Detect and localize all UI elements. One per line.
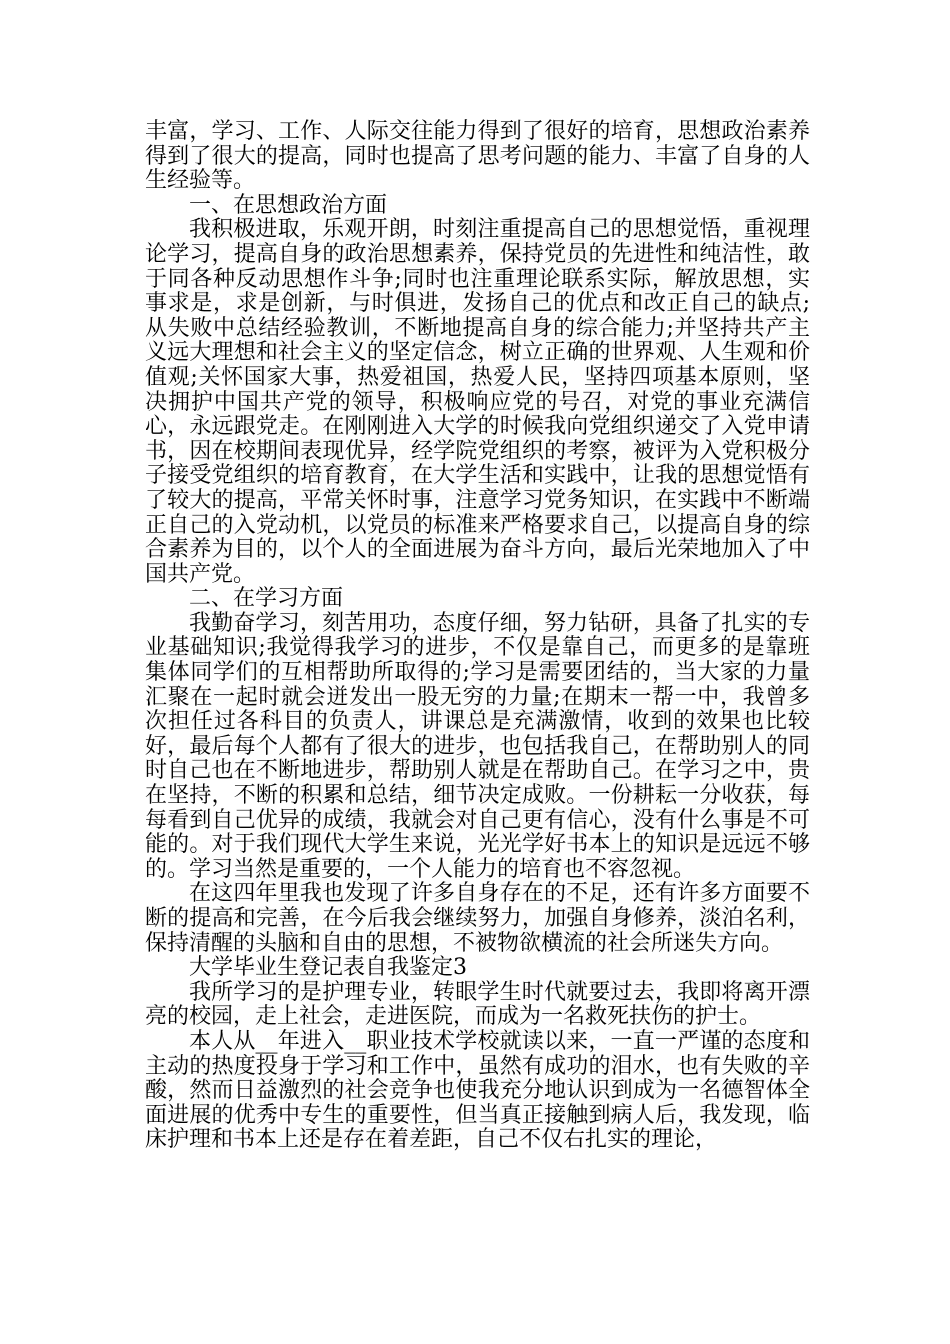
heading-political-thought: 一、在思想政治方面 [189,192,388,218]
heading-study: 二、在学习方面 [189,586,344,612]
paragraph-shortcomings: 在这四年里我也发现了许多自身存在的不足，还有许多方面要不断的提高和完善，在今后我会继续努力，加强自身修养，淡泊名利，保持清醒的头脑和自由的思想，不被物欲横流的社会所迷失方向。 [145,881,810,956]
paragraph-political-thought: 我积极进取，乐观开朗，时刻注重提高自己的思想觉悟，重视理论学习，提高自身的政治思想素养，保持党员的先进性和纯洁性，敢于同各种反动思想作斗争;同时也注重理论联系实际，解放思想，实事求是，求是创新，与时俱进，发扬自己的优点和改正自己的缺点;从失败中总结经验教训，不断地提高自身的综合能力;并坚持共产主义远大理想和社会主义的坚定信念，树立正确的世界观、人生观和价值观;关怀国家大事，热爱祖国，热爱人民，坚持四项基本原则，坚决拥护中国共产党的领导，积极响应党的号召，对党的事业充满信心，永远跟党走。在刚刚进入大学的时候我向党组织递交了入党申请书，因在校期间表现优异，经学院党组织的考察，被评为入党积极分子接受党组织的培育教育，在大学生活和实践中，让我的思想觉悟有了较大的提高，平常关怀时事，注意学习党务知识，在实践中不断端正自己的入党动机，以党员的标准来严格要求自己，以提高自身的综合素养为目的，以个人的全面进展为奋斗方向，最后光荣地加入了中国共产党。 [145,217,810,587]
paragraph-nursing-major: 我所学习的是护理专业，转眼学生时代就要过去，我即将离开漂亮的校园，走上社会，走进医院，而成为一名救死扶伤的护士。 [145,979,810,1030]
paragraph-school-experience: 本人从__年进入__职业技术学校就读以来，一直一严谨的态度和主动的热度投身于学习和工作中，虽然有成功的泪水，也有失败的辛酸，然而日益激烈的社会竞争也使我充分地认识到成为一名德智体全面进展的优秀中专生的重要性，但当真正接触到病人后，我发现，临床护理和书本上还是存在着差距，自己不仅右扎实的理论， [145,1028,810,1153]
paragraph-study: 我勤奋学习，刻苦用功，态度仔细，努力钻研，具备了扎实的专业基础知识;我觉得我学习的进步，不仅是靠自己，而更多的是靠班集体同学们的互相帮助所取得的;学习是需要团结的，当大家的力量汇聚在一起时就会迸发出一股无穷的力量;在期末一帮一中，我曾多次担任过各科目的负责人，讲课总是充满激情，收到的效果也比较好，最后每个人都有了很大的进步，也包括我自己，在帮助别人的同时自己也在不断地进步，帮助别人就是在帮助自己。在学习之中，贵在坚持，不断的积累和总结，细节决定成败。一份耕耘一分收获，每每看到自己优异的成绩，我就会对自己更有信心，没有什么事是不可能的。对于我们现代大学生来说，光光学好书本上的知识是远远不够的。学习当然是重要的，一个人能力的培育也不容忽视。 [145,610,810,882]
document-body [145,120,810,1153]
section-title-self-assessment-3: 大学毕业生登记表自我鉴定3 [189,955,467,981]
paragraph-intro-continuation: 丰富，学习、工作、人际交往能力得到了很好的培育，思想政治素养得到了很大的提高，同时也提高了思考问题的能力、丰富了自身的人生经验等。 [145,119,810,194]
